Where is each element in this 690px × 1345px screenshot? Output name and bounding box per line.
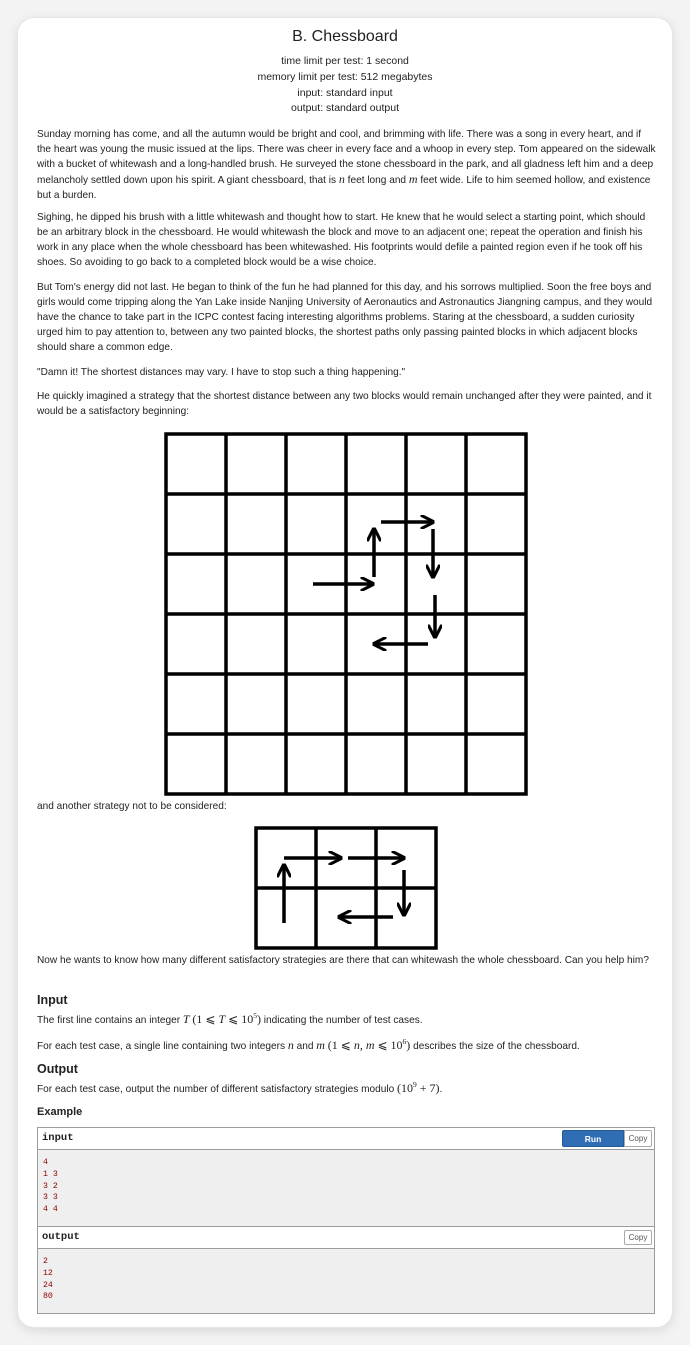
sample-input-line: 4	[43, 1158, 48, 1167]
sample-output-box	[37, 1226, 655, 1314]
statement-paragraph-7: Now he wants to know how many different satisfactory strategies are there that can whitewash the whole chessboard. Can you help him?	[37, 955, 649, 966]
figure-satisfactory-strategy	[163, 431, 529, 797]
run-button[interactable]: Run	[562, 1130, 624, 1147]
problem-title: B. Chessboard	[292, 28, 398, 45]
problem-limits	[18, 54, 672, 117]
copy-input-button[interactable]: Copy	[624, 1130, 652, 1147]
grid-lines	[166, 434, 526, 794]
input-file: input: standard input	[297, 86, 393, 99]
statement-paragraph-2: Sighing, he dipped his brush with a little whitewash and thought how to start. He knew that he would select a starting point, which should be an arbitrary block in the chessboard. He would whitewash the block and move to an adjacent one; repeat the operation and finish his work in any place when the whole chessboard has been whitewashed. His footprints would defile a painted region even if he took off his shoes. So avoiding to go back to a completed block would be a wise choice.	[37, 212, 646, 268]
copy-output-button[interactable]: Copy	[624, 1230, 652, 1245]
statement-paragraph-6: and another strategy not to be considered:	[37, 801, 227, 812]
output-file: output: standard output	[291, 102, 399, 115]
sample-output-header	[38, 1227, 654, 1249]
output-line: For each test case, output the number of different satisfactory strategies modulo $(10^9 + 7)$.	[37, 1080, 443, 1095]
sample-output-content	[38, 1249, 654, 1313]
statement-paragraph-1: Sunday morning has come, and all the autumn would be bright and cool, and brimming with life. There was a song in every heart, and if the heart was young the music issued at the lips. There was cheer in every face and a whoop in every step. Tom appeared on the sidewalk with a bucket of whitewash and a long-handled brush. He surveyed the stone chessboard in the park, and all gladness left him and a deep melancholy settled down upon his spirit. A giant chessboard, that is n feet long and m feet wide. Life to him seemed hollow, and existence but a burden.	[37, 129, 656, 201]
sample-output-line: 80	[43, 1292, 53, 1302]
input-section-title: Input	[37, 993, 68, 1007]
sample-input-content	[38, 1150, 654, 1226]
sample-input-header	[38, 1128, 654, 1150]
problem-card	[18, 18, 672, 1327]
example-title: Example	[37, 1106, 83, 1118]
memory-limit: memory limit per test: 512 megabytes	[257, 70, 433, 83]
sample-input-box	[37, 1127, 655, 1227]
sample-input-label: input	[42, 1132, 74, 1144]
time-limit: time limit per test: 1 second	[281, 55, 409, 67]
figure-rejected-strategy	[253, 825, 439, 951]
path-arrows-small	[284, 858, 404, 923]
sample-input-line: 4 4	[43, 1205, 58, 1215]
sample-input-line: 3 3	[43, 1193, 58, 1203]
input-line-2: For each test case, a single line containing two integers n and m (1 ⩽ n, m ⩽ $10^6$) describes the size of the chessboard.	[37, 1037, 580, 1052]
sample-output-line: 2	[43, 1257, 48, 1266]
input-line-1: The first line contains an integer T (1 ⩽ T ⩽ $10^5$) indicating the number of test cases.	[37, 1011, 423, 1026]
statement-paragraph-4: "Damn it! The shortest distances may vary. I have to stop such a thing happening."	[37, 367, 406, 378]
sample-input-line: 3 2	[43, 1181, 58, 1191]
output-section-title: Output	[37, 1062, 78, 1076]
sample-output-label: output	[42, 1231, 80, 1243]
path-arrows	[313, 522, 435, 644]
sample-output-line: 12	[43, 1268, 53, 1278]
statement-paragraph-3: But Tom's energy did not last. He began to think of the fun he had planned for this day, and his sorrows multiplied. Soon the free boys and girls would come tripping along the Yan Lake inside Nanjing University of Aeronautics and Astronautics Jiangning campus, and they would have the chance to take part in the ICPC contest facing interesting algorithms problems. Staring at the chessboard, a sudden curiosity urged him to pay attention to, between any two painted blocks, the shortest paths only passing painted blocks in which adjacent blocks should share a common edge.	[37, 282, 653, 353]
sample-output-line: 24	[43, 1280, 53, 1290]
sample-input-line: 1 3	[43, 1169, 58, 1179]
statement-paragraph-5: He quickly imagined a strategy that the shortest distance between any two blocks would remain unchanged after they were painted, and it would be a satisfactory beginning:	[37, 391, 652, 417]
